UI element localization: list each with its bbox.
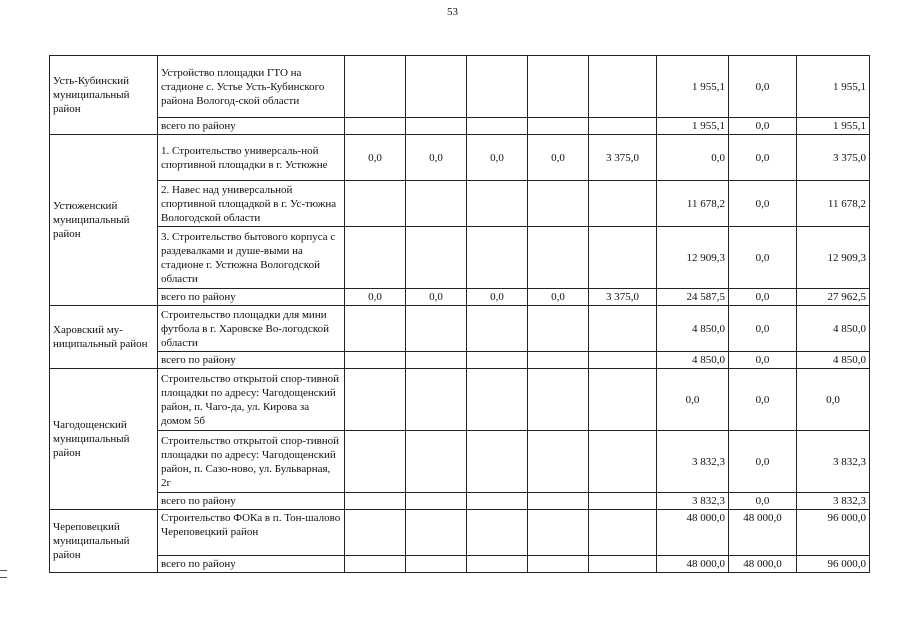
value-cell bbox=[528, 369, 589, 431]
value-cell: 24 587,5 bbox=[657, 289, 729, 306]
value-cell: 1 955,1 bbox=[657, 56, 729, 118]
project-cell: Устройство площадки ГТО на стадионе с. Устье Усть-Кубинского района Вологод-ской области bbox=[158, 56, 345, 118]
value-cell: 3 832,3 bbox=[797, 431, 870, 493]
value-cell: 0,0 bbox=[729, 352, 797, 369]
value-cell bbox=[406, 510, 467, 556]
value-cell bbox=[345, 556, 406, 573]
value-cell: 0,0 bbox=[729, 135, 797, 181]
value-cell bbox=[345, 369, 406, 431]
district-cell: Усть-Кубинский муниципальный район bbox=[50, 56, 158, 135]
value-cell: 3 375,0 bbox=[797, 135, 870, 181]
table-row-total bbox=[50, 118, 870, 135]
value-cell bbox=[589, 118, 657, 135]
value-cell bbox=[528, 227, 589, 289]
value-cell bbox=[589, 227, 657, 289]
value-cell: 48 000,0 bbox=[657, 510, 729, 556]
table-row bbox=[50, 510, 870, 556]
value-cell bbox=[406, 556, 467, 573]
value-cell: 48 000,0 bbox=[729, 556, 797, 573]
value-cell bbox=[406, 227, 467, 289]
value-cell bbox=[528, 510, 589, 556]
value-cell: 4 850,0 bbox=[657, 352, 729, 369]
funding-table bbox=[49, 55, 870, 573]
project-cell: Строительство ФОКа в п. Тон-шалово Череповецкий район bbox=[158, 510, 345, 556]
table-row bbox=[50, 135, 870, 181]
value-cell: 0,0 bbox=[729, 289, 797, 306]
value-cell: 0,0 bbox=[345, 135, 406, 181]
value-cell bbox=[528, 56, 589, 118]
value-cell bbox=[467, 556, 528, 573]
value-cell: 0,0 bbox=[729, 493, 797, 510]
value-cell bbox=[589, 352, 657, 369]
value-cell: 11 678,2 bbox=[797, 181, 870, 227]
value-cell bbox=[467, 431, 528, 493]
value-cell bbox=[406, 118, 467, 135]
value-cell: 12 909,3 bbox=[797, 227, 870, 289]
value-cell bbox=[467, 227, 528, 289]
value-cell: 0,0 bbox=[528, 135, 589, 181]
table-row-total bbox=[50, 556, 870, 573]
value-cell bbox=[589, 556, 657, 573]
project-cell: 3. Строительство бытового корпуса с раздевалками и душе-выми на стадионе г. Устюжна Вологодской области bbox=[158, 227, 345, 289]
value-cell bbox=[406, 369, 467, 431]
total-label: всего по району bbox=[158, 352, 345, 369]
value-cell: 48 000,0 bbox=[729, 510, 797, 556]
value-cell bbox=[589, 181, 657, 227]
value-cell bbox=[467, 306, 528, 352]
value-cell: 96 000,0 bbox=[797, 556, 870, 573]
value-cell bbox=[528, 352, 589, 369]
project-cell: Строительство открытой спор-тивной площадки по адресу: Чагодощенский район, п. Чаго-да, ул. Кирова за домом 5б bbox=[158, 369, 345, 431]
table-row-total bbox=[50, 289, 870, 306]
value-cell: 4 850,0 bbox=[797, 352, 870, 369]
value-cell: 4 850,0 bbox=[797, 306, 870, 352]
value-cell bbox=[406, 493, 467, 510]
value-cell bbox=[345, 493, 406, 510]
value-cell: 0,0 bbox=[797, 369, 870, 431]
value-cell bbox=[589, 369, 657, 431]
value-cell bbox=[528, 431, 589, 493]
table-row-total bbox=[50, 352, 870, 369]
value-cell: 3 375,0 bbox=[589, 135, 657, 181]
value-cell: 0,0 bbox=[729, 227, 797, 289]
total-label: всего по району bbox=[158, 556, 345, 573]
value-cell: 0,0 bbox=[729, 306, 797, 352]
table-row bbox=[50, 369, 870, 431]
value-cell bbox=[467, 493, 528, 510]
value-cell: 12 909,3 bbox=[657, 227, 729, 289]
value-cell bbox=[345, 118, 406, 135]
value-cell: 27 962,5 bbox=[797, 289, 870, 306]
project-cell: Строительство площадки для мини футбола в г. Харовске Во-логодской области bbox=[158, 306, 345, 352]
value-cell: 3 832,3 bbox=[797, 493, 870, 510]
value-cell: 3 832,3 bbox=[657, 493, 729, 510]
value-cell: 96 000,0 bbox=[797, 510, 870, 556]
value-cell: 0,0 bbox=[406, 135, 467, 181]
district-cell: Чагодощенский муниципальный район bbox=[50, 369, 158, 510]
table-row bbox=[50, 306, 870, 352]
table-row bbox=[50, 431, 870, 493]
value-cell bbox=[467, 181, 528, 227]
table-row-total bbox=[50, 493, 870, 510]
value-cell bbox=[345, 56, 406, 118]
value-cell bbox=[345, 181, 406, 227]
value-cell bbox=[589, 510, 657, 556]
value-cell: 0,0 bbox=[467, 135, 528, 181]
project-cell: 2. Навес над универсальной спортивной площадкой в г. Ус-тюжна Вологодской области bbox=[158, 181, 345, 227]
table-row bbox=[50, 181, 870, 227]
value-cell: 0,0 bbox=[528, 289, 589, 306]
value-cell: 4 850,0 bbox=[657, 306, 729, 352]
value-cell bbox=[528, 493, 589, 510]
value-cell bbox=[406, 352, 467, 369]
value-cell: 1 955,1 bbox=[797, 56, 870, 118]
value-cell: 48 000,0 bbox=[657, 556, 729, 573]
value-cell bbox=[406, 431, 467, 493]
value-cell bbox=[589, 493, 657, 510]
page-number: 53 bbox=[447, 6, 458, 18]
margin-mark bbox=[0, 570, 7, 571]
value-cell: 0,0 bbox=[657, 135, 729, 181]
value-cell: 0,0 bbox=[729, 369, 797, 431]
value-cell bbox=[406, 56, 467, 118]
value-cell bbox=[467, 369, 528, 431]
value-cell bbox=[467, 118, 528, 135]
value-cell: 3 832,3 bbox=[657, 431, 729, 493]
value-cell bbox=[589, 56, 657, 118]
value-cell bbox=[528, 181, 589, 227]
value-cell bbox=[467, 352, 528, 369]
value-cell: 3 375,0 bbox=[589, 289, 657, 306]
value-cell: 0,0 bbox=[729, 56, 797, 118]
value-cell bbox=[467, 510, 528, 556]
value-cell: 0,0 bbox=[345, 289, 406, 306]
value-cell: 0,0 bbox=[729, 431, 797, 493]
value-cell: 0,0 bbox=[729, 181, 797, 227]
value-cell: 0,0 bbox=[729, 118, 797, 135]
value-cell bbox=[345, 227, 406, 289]
value-cell: 0,0 bbox=[657, 369, 729, 431]
total-label: всего по району bbox=[158, 118, 345, 135]
table-row bbox=[50, 56, 870, 118]
district-cell: Харовский му-ниципальный район bbox=[50, 306, 158, 369]
district-cell: Устюженский муниципальный район bbox=[50, 135, 158, 306]
value-cell bbox=[467, 56, 528, 118]
value-cell: 1 955,1 bbox=[657, 118, 729, 135]
value-cell bbox=[589, 306, 657, 352]
margin-mark bbox=[0, 577, 7, 578]
value-cell bbox=[406, 306, 467, 352]
value-cell: 0,0 bbox=[467, 289, 528, 306]
value-cell: 0,0 bbox=[406, 289, 467, 306]
value-cell bbox=[528, 556, 589, 573]
value-cell bbox=[589, 431, 657, 493]
total-label: всего по району bbox=[158, 289, 345, 306]
value-cell bbox=[528, 306, 589, 352]
project-cell: Строительство открытой спор-тивной площадки по адресу: Чагодощенский район, п. Сазо-ново, ул. Бульварная, 2г bbox=[158, 431, 345, 493]
project-cell: 1. Строительство универсаль-ной спортивной площадки в г. Устюжне bbox=[158, 135, 345, 181]
value-cell: 11 678,2 bbox=[657, 181, 729, 227]
table-row bbox=[50, 227, 870, 289]
value-cell bbox=[345, 306, 406, 352]
value-cell bbox=[528, 118, 589, 135]
value-cell bbox=[345, 352, 406, 369]
district-cell: Череповецкий муниципальный район bbox=[50, 510, 158, 573]
value-cell bbox=[345, 431, 406, 493]
value-cell bbox=[345, 510, 406, 556]
value-cell bbox=[406, 181, 467, 227]
value-cell: 1 955,1 bbox=[797, 118, 870, 135]
total-label: всего по району bbox=[158, 493, 345, 510]
